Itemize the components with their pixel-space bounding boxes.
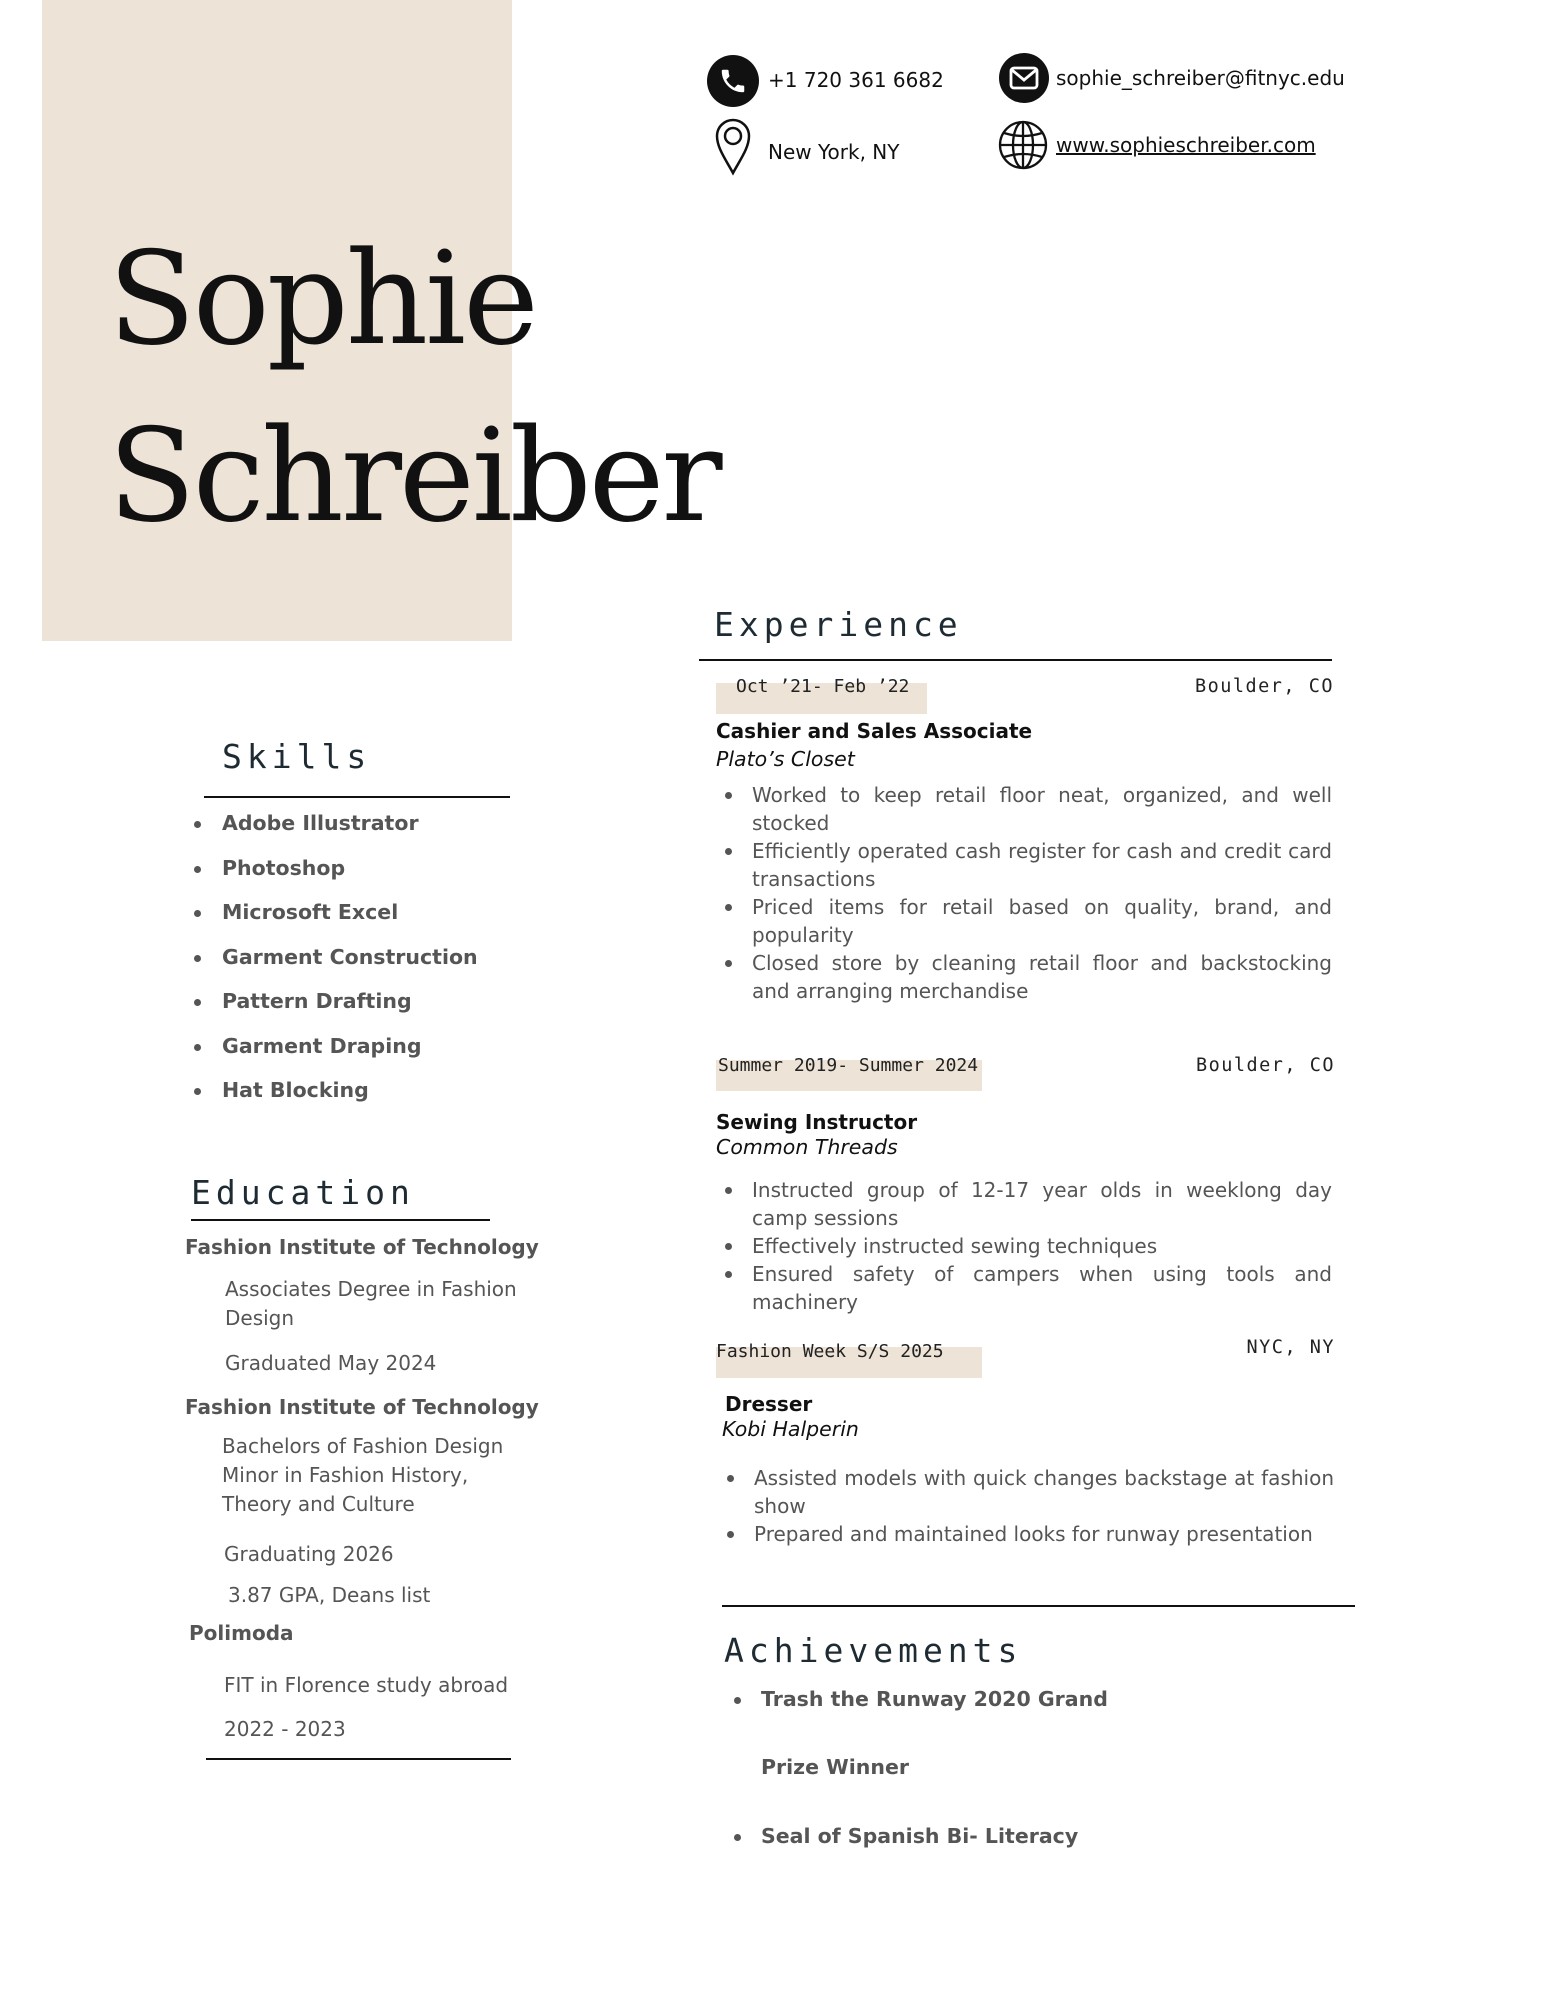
skills-heading: Skills <box>222 737 372 776</box>
job-company: Plato’s Closet <box>716 747 855 771</box>
education-degree: FIT in Florence study abroad <box>224 1673 509 1697</box>
job-bullet: Prepared and maintained looks for runway presentation <box>754 1520 1334 1548</box>
mail-icon <box>999 53 1049 103</box>
skill-item: Hat Blocking <box>222 1078 478 1123</box>
achievements-heading: Achievements <box>724 1631 1023 1670</box>
job-company: Common Threads <box>716 1135 898 1159</box>
job-bullet: Effectively instructed sewing techniques <box>752 1232 1332 1260</box>
education-degree-line: Minor in Fashion History, <box>222 1463 469 1487</box>
skills-list <box>222 811 478 1123</box>
job-location: Boulder, CO <box>1194 676 1334 697</box>
job-dates: Summer 2019- Summer 2024 <box>718 1055 979 1076</box>
skill-item: Photoshop <box>222 856 478 901</box>
education-date: Graduating 2026 <box>224 1542 394 1566</box>
education-date: 2022 - 2023 <box>224 1717 346 1741</box>
location-text: New York, NY <box>768 140 900 164</box>
job-company: Kobi Halperin <box>722 1417 859 1441</box>
education-heading: Education <box>191 1173 415 1212</box>
education-date: Graduated May 2024 <box>225 1351 437 1375</box>
job-title: Cashier and Sales Associate <box>716 719 1033 743</box>
job-bullets <box>752 1176 1332 1316</box>
job-location: Boulder, CO <box>1195 1055 1335 1076</box>
email-address[interactable]: sophie_schreiber@fitnyc.edu <box>1056 66 1345 90</box>
job-dates: Oct ’21- Feb ’22 <box>736 676 910 697</box>
job-bullet: Priced items for retail based on quality, brand, and popularity <box>752 895 1332 947</box>
experience-divider <box>699 659 1332 661</box>
job-dates: Fashion Week S/S 2025 <box>716 1341 944 1362</box>
education-school: Fashion Institute of Technology <box>185 1395 539 1419</box>
name-last: Schreiber <box>108 402 720 551</box>
job-bullets <box>752 781 1332 1005</box>
education-school: Polimoda <box>189 1621 294 1645</box>
phone-icon <box>707 55 759 107</box>
education-note: 3.87 GPA, Deans list <box>228 1583 431 1607</box>
skill-item: Garment Construction <box>222 945 478 990</box>
phone-number[interactable]: +1 720 361 6682 <box>768 68 944 92</box>
job-bullet: Closed store by cleaning retail floor and backstocking and arranging merchandise <box>752 951 1332 1003</box>
job-title: Dresser <box>725 1392 813 1416</box>
skill-item: Pattern Drafting <box>222 989 478 1034</box>
website-link[interactable]: www.sophieschreiber.com <box>1056 133 1316 157</box>
job-bullet: Ensured safety of campers when using tools and machinery <box>752 1262 1332 1314</box>
job-bullets <box>754 1464 1334 1548</box>
job-bullet: Worked to keep retail floor neat, organized, and well stocked <box>752 783 1332 835</box>
location-pin-icon <box>713 116 753 176</box>
name-first: Sophie <box>108 225 536 374</box>
job-bullet: Assisted models with quick changes backstage at fashion show <box>754 1466 1334 1518</box>
education-divider <box>191 1219 490 1221</box>
education-degree-line: Bachelors of Fashion Design <box>222 1434 504 1458</box>
education-degree-line: Theory and Culture <box>222 1492 415 1516</box>
education-school: Fashion Institute of Technology <box>185 1235 539 1259</box>
skill-item: Garment Draping <box>222 1034 478 1079</box>
achievement-item: Seal of Spanish Bi- Literacy <box>761 1824 1545 1848</box>
globe-icon <box>997 119 1049 171</box>
skill-item: Microsoft Excel <box>222 900 478 945</box>
job-bullet: Instructed group of 12-17 year olds in weeklong day camp sessions <box>752 1178 1332 1230</box>
skill-item: Adobe Illustrator <box>222 811 478 856</box>
achievements-divider <box>722 1605 1355 1607</box>
education-degree: Associates Degree in Fashion Design <box>225 1277 517 1330</box>
job-title: Sewing Instructor <box>716 1110 918 1134</box>
job-bullet: Efficiently operated cash register for cash and credit card transactions <box>752 839 1332 891</box>
skills-divider <box>204 796 510 798</box>
achievement-item: Trash the Runway 2020 Grand <box>761 1687 1545 1711</box>
achievement-item-continued: Prize Winner <box>761 1755 909 1779</box>
experience-heading: Experience <box>714 605 963 644</box>
education-degree <box>222 1432 503 1519</box>
education-bottom-divider <box>206 1758 511 1760</box>
job-location: NYC, NY <box>1246 1337 1335 1358</box>
